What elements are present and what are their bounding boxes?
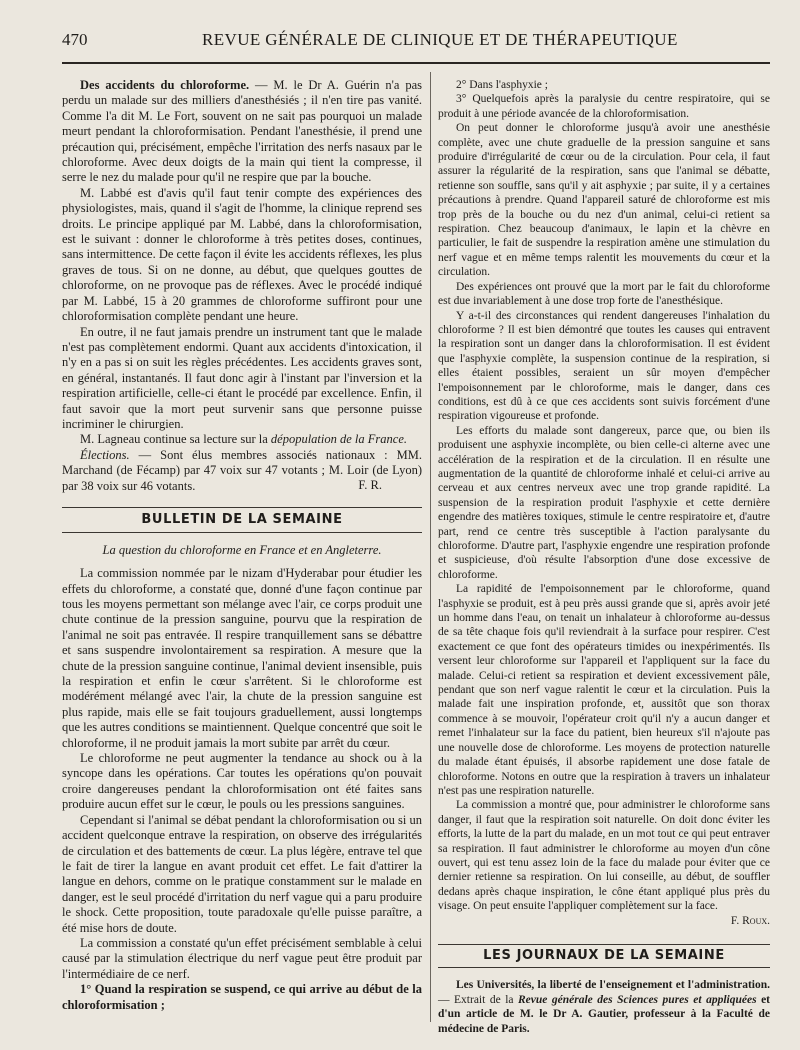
paragraph-point-3: 3° Quelquefois après la paralysie du centre respiratoire, qui se produit à une période avancée de la chloroformisation. <box>438 93 770 120</box>
paragraph-commission-montre: La commission a montré que, pour administrer le chloroforme sans danger, il faut que la respiration soit naturelle. On doit donc éviter les efforts, la lutte de la part du malade, en un mot tout ce qui peut entraver sa respiration. Il faut administrer le chloroforme au moyen d'un cône ouvert, qui est tenu assez loin de la face du malade pour éviter que ce dernier retienne sa respiration. On lui conseille, au début, de souffler dedans après chaque inspiration, le cône étant appliqué plus près du visage. On peut ensuite l'appliquer complètement sur la face. <box>438 799 770 913</box>
paragraph-constate: La commission a constaté qu'un effet précisément semblable à celui causé par la stimulation électrique du nerf vague peut être produit par l'intermédiaire de ce nerf. <box>62 935 422 981</box>
paragraph-efforts: Les efforts du malade sont dangereux, parce que, ou bien ils produisent une asphyxie incomplète, ou bien celle-ci alterne avec une accélération de la respiration et de la circulation. Il en résulte une augmentation de la quantité de chloroforme inhalé et celui-ci arrive au cerveau et aux centres nerveux avec une trop grande rapidité. La suspension de la respiration produit l'asphyxie et cette dernière engendre des matières toxiques, stimule le centre respiratoire et, d'autre part, rend ce centre très susceptible à l'action paralysante du chloroforme. D'autre part, l'asphyxie engendre une respiration profonde et suspicieuse, d'où résulte l'absorption d'une dose excessive de chloroforme. <box>438 424 770 581</box>
paragraph-lagneau <box>62 432 422 447</box>
heading-rule <box>62 532 422 533</box>
paragraph-point-2: 2° Dans l'asphyxie ; <box>456 79 548 91</box>
bulletin-heading-box <box>62 507 422 532</box>
paragraph-commission: La commission nommée par le nizam d'Hyderabar pour étudier les effets du chloroforme, a constaté que, donné d'une façon continue par tous les moyens permettant son mélange avec l'air, ce corps produit une chute continue de la pression sanguine, pourvu que la respiration de l'animal ne soit pas entravée. Il respire tranquillement sans se débattre et sans suspendre involontairement sa respiration. A mesure que la chute de la pression sanguine continue, l'animal devient insensible, puis la respiration et enfin le cœur s'arrêtent. Si le chloroforme est modérément mélangé avec l'air, la chute de la pression sanguine est plus rapide, mais elle se fait toujours graduellement, aussi longtemps que les autres conditions se maintiennent. Quelque concentré que soit le chloroforme, il ne produit jamais la mort subite par arrêt du cœur. <box>62 566 422 750</box>
bulletin-subtitle: La question du chloroforme en France et en Angleterre. <box>102 542 382 557</box>
paragraph-rapidite: La rapidité de l'empoisonnement par le chloroforme, quand l'asphyxie se produit, est à peu près aussi grande que si, après avoir jeté un homme dans l'eau, on tenait un inhalateur à chloroforme au-dessus de sa tête chaque fois qu'il reviendrait à la surface pour respirer. C'est exactement ce que font des opérateurs timides ou inexpérimentés. Ils versent leur chloroforme sur l'appareil et l'appliquent sur la face du malade. Celui-ci retient sa respiration et devient excessivement pâle, pendant que son nerf vague ralentit le cœur et la circulation. Puis la malade fait une inspiration profonde, et, aussitôt que son thorax commence à se mouvoir, l'opérateur croit qu'il n'y a aucun danger et remet l'inhalateur sur la face du patient, bien heureux s'il n'ajoute pas une nouvelle dose de chloroforme. Les moyens de protection naturelle du malade étant épuisés, il absorbe rapidement une dose fatale de chloroforme. Notons en outre que la respiration à travers un inhalateur n'est pas une respiration naturelle. <box>438 583 770 797</box>
journaux-heading: LES JOURNAUX DE LA SEMAINE <box>483 947 725 963</box>
paragraph-accidents <box>62 78 422 186</box>
paragraph-universites <box>438 978 770 1036</box>
paragraph-shock: Le chloroforme ne peut augmenter la tendance au shock ou à la syncope dans les opérations. Car toutes les opérations qu'on pouvait croire dangereuses pendant la chloroformisation ont été faites sans produire aucun effet sur le cœur, le pouls ou les pressions sanguines. <box>62 751 422 812</box>
paragraph-anesthesie: On peut donner le chloroforme jusqu'à avoir une anesthésie complète, avec une chute graduelle de la pression sanguine et sans produire d'irrégularité de cœur ou de la circulation. Pour cela, il faut assurer la régularité de la respiration, sans que l'animal se débatte, retienne son souffle, sans qu'il y ait asphyxie ; par suite, il y a certaines précautions à prendre. Quand l'appareil saturé de chloroforme est mis trop près de la bouche ou du nez d'un animal, celui-ci retient sa respiration. Chez beaucoup d'animaux, le lapin et la chèvre en particulier, le fait de suspendre la respiration amène une stimulation du nerf vague et en même temps ralentit les mouvements du cœur et la circulation. <box>438 122 770 279</box>
paragraph-text: M. Lagneau continue sa lecture sur la <box>80 432 271 447</box>
paragraph-en-outre: En outre, il ne faut jamais prendre un instrument tant que le malade n'est pas complètement endormi. Quant aux accidents d'intoxication, il n'y en a pas si on suit les règles précédentes. Les accidents graves sont, en général, instantanés. Il faut donc agir à l'instant par l'inversion et la respiration artificielle, celle-ci étant le procédé par excellence. Enfin, il faut savoir que la mort peut survenir sans que personne puisse incriminer le chirurgien. <box>62 324 422 431</box>
journal-title: REVUE GÉNÉRALE DE CLINIQUE ET DE THÉRAPEUTIQUE <box>202 30 678 49</box>
paragraph-text: et d'un article de M. le Dr A. Gautier, professeur à la Faculté de médecine de Paris. <box>438 993 770 1035</box>
paragraph-point-1: 1° Quand la respiration se suspend, ce qui arrive au début de la chloroformisation ; <box>62 982 422 1012</box>
paragraph-text: — Sont élus membres associés nationaux : MM. Marchand (de Fécamp) par 47 voix sur 47 votants ; M. Loir (de Lyon) par 38 voix sur 46 votants. <box>62 447 422 493</box>
page-number: 470 <box>62 30 88 49</box>
bulletin-heading: BULLETIN DE LA SEMAINE <box>141 512 343 528</box>
heading-rule <box>438 967 770 968</box>
paragraph-cependant: Cependant si l'animal se débat pendant la chloroformisation ou si un accident quelconque entrave la respiration, on observe des irrégularités de circulation et des battements de cœur. La plus légère, entrave tel que le fait de tirer la langue en avant produit cet effet. Le fait d'attirer la langue en dehors, comme on le pratique constamment sur le malade en danger, est le seul procédé d'irritation du nerf vague qui a paru produire le shock. Cette proposition, toute paradoxale qu'elle puisse paraître, a été mise hors de doute. <box>62 812 422 935</box>
section-lead-accidents: Des accidents du chloroforme. <box>80 78 250 92</box>
paragraph-text: — Extrait de la <box>438 993 519 1006</box>
section-lead-elections: Élections. <box>80 447 130 462</box>
signature-roux: F. Roux. <box>730 914 770 927</box>
section-lead-universites: Les Universités, la liberté de l'enseignement et l'administration. <box>456 979 770 992</box>
italic-text: Revue générale des Sciences pures et appliquées <box>518 993 757 1006</box>
paragraph-circonstances: Y a-t-il des circonstances qui rendent dangereuses l'inhalation du chloroforme ? Il est bien démontré que toutes les causes qui entravent la respiration sont un danger dans la chloroformisation. Il est évident que l'asphyxie complète, la suspension continue de la respiration, si elles étaient possibles, seraient un sûr moyen d'empêcher l'empoisonnement par le chloroforme, mais le danger, dans ces conditions, est dû à ce que ces accidents sont suivis forcément d'une respiration vigoureuse et profonde. <box>438 309 770 423</box>
right-column <box>438 78 770 1036</box>
header-rule <box>62 62 770 64</box>
paragraph-text: — M. le Dr A. Guérin n'a pas perdu un malade sur des milliers d'anesthésiés ; il n'en tire pas vanité. Comme l'a dit M. Le Fort, souvent on ne sait pas pourquoi un malade meurt pendant la chloroformisation. Pendant l'anesthésie, il prend une précaution qui, précisément, empêche l'irritation des nerfs nasaux par le chloroforme. Avec deux doigts de la main qui tient la compresse, il serre le nez du malade pour qu'il ne respire que par la bouche. <box>62 78 422 185</box>
italic-text: dépopulation de la France. <box>270 432 407 447</box>
paragraph-labbe: M. Labbé est d'avis qu'il faut tenir compte des expériences des physiologistes, mais, quand il s'agit de l'homme, la clinique reprend ses droits. Le principe appliqué par M. Labbé, dans la chloroformisation, est le suivant : donner le chloroforme à très petites doses, continues, sans intermittence. De cette façon il évite les accidents réflexes, les plus graves de tous. Si on ne donne, au début, que quelques gouttes de chloroforme, on ne provoque pas de réflexes. Avec le procédé indiqué par M. Labbé, 15 à 20 grammes de chloroforme suffiront pour une chloroformisation complète pendant une heure. <box>62 185 422 324</box>
column-divider <box>430 72 431 1022</box>
left-column <box>62 78 422 1013</box>
page-header <box>62 28 768 54</box>
journaux-heading-box <box>438 944 770 968</box>
signature-fr: F. R. <box>358 477 382 492</box>
paragraph-experiences: Des expériences ont prouvé que la mort par le fait du chloroforme est due invariablement à une dose trop forte de l'anesthésique. <box>438 280 770 308</box>
